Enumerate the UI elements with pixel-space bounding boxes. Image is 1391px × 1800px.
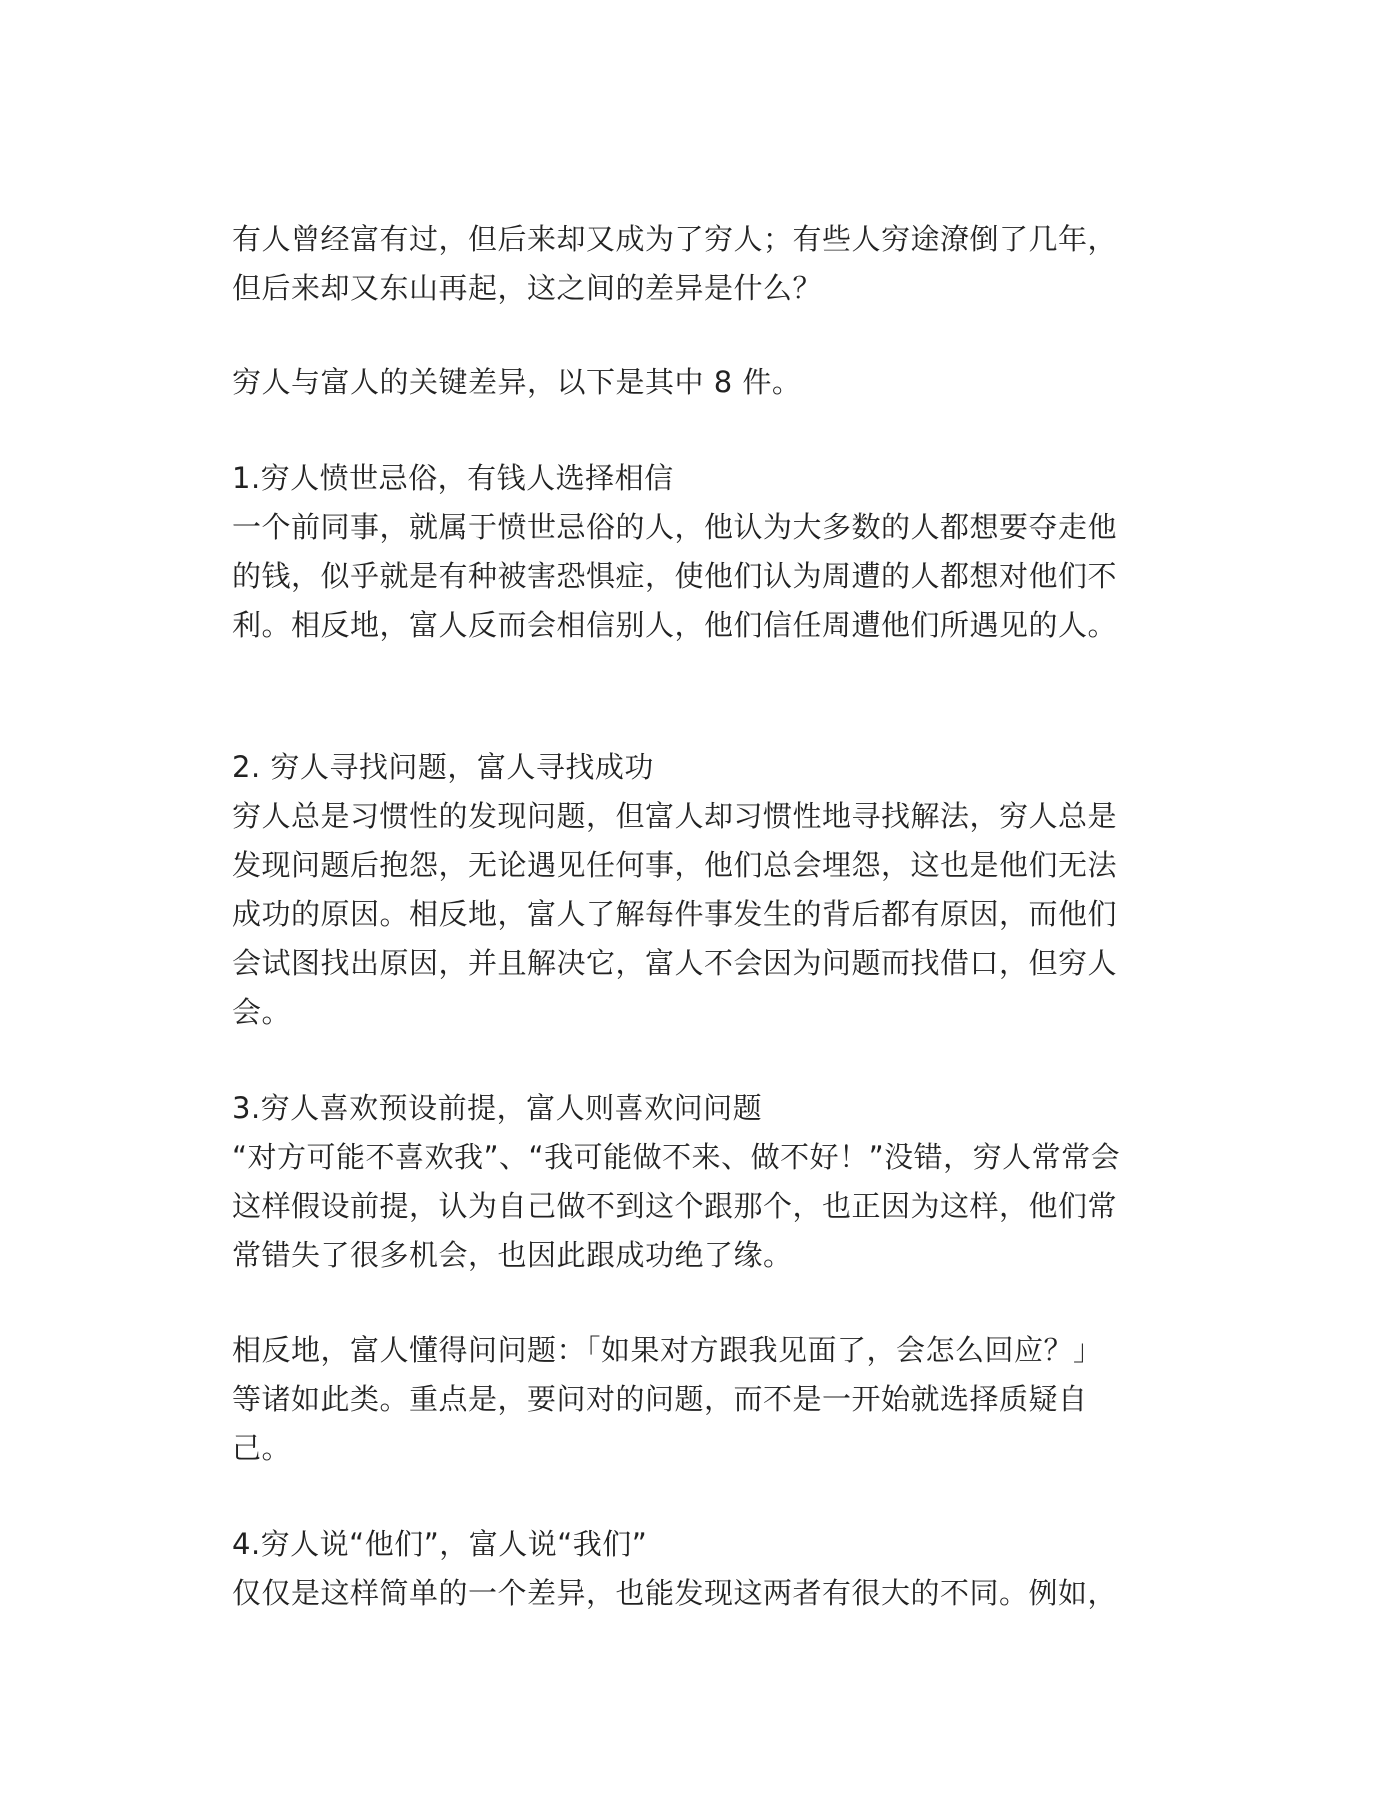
- intro-line-1: 有人曾经富有过，但后来却又成为了穷人；有些人穷途潦倒了几年，: [232, 222, 1118, 256]
- section-4-heading: 4.穷人说“他们”，富人说“我们”: [232, 1527, 648, 1561]
- section-3-line-3: 常错失了很多机会，也因此跟成功绝了缘。: [232, 1238, 793, 1272]
- section-2-line-3: 成功的原因。相反地，富人了解每件事发生的背后都有原因，而他们: [232, 897, 1118, 931]
- intro-line-2: 但后来却又东山再起，这之间的差异是什么？: [232, 271, 823, 305]
- section-3-para2-line-1: 相反地，富人懂得问问题：「如果对方跟我见面了，会怎么回应？」: [232, 1333, 1103, 1367]
- section-3-line-2: 这样假设前提，认为自己做不到这个跟那个，也正因为这样，他们常: [232, 1189, 1118, 1223]
- section-2-line-4: 会试图找出原因，并且解决它，富人不会因为问题而找借口，但穷人: [232, 946, 1118, 980]
- section-4-line-1: 仅仅是这样简单的一个差异，也能发现这两者有很大的不同。例如，: [232, 1576, 1118, 1610]
- section-2-line-5: 会。: [232, 995, 292, 1029]
- section-1-line-1: 一个前同事，就属于愤世忌俗的人，他认为大多数的人都想要夺走他: [232, 510, 1118, 544]
- section-1-heading: 1.穷人愤世忌俗，有钱人选择相信: [232, 461, 674, 495]
- section-2-heading: 2. 穷人寻找问题，富人寻找成功: [232, 750, 654, 784]
- section-2-line-1: 穷人总是习惯性的发现问题，但富人却习惯性地寻找解法，穷人总是: [232, 799, 1118, 833]
- section-3-para2-line-2: 等诸如此类。重点是，要问对的问题，而不是一开始就选择质疑自: [232, 1382, 1088, 1416]
- section-1-line-2: 的钱，似乎就是有种被害恐惧症，使他们认为周遭的人都想对他们不: [232, 559, 1118, 593]
- section-3-line-1: “对方可能不喜欢我”、“我可能做不来、做不好！”没错，穷人常常会: [232, 1140, 1121, 1174]
- section-1-line-3: 利。相反地，富人反而会相信别人，他们信任周遭他们所遇见的人。: [232, 608, 1118, 642]
- summary-line: 穷人与富人的关键差异，以下是其中 8 件。: [232, 365, 802, 399]
- section-3-para2-line-3: 己。: [232, 1431, 292, 1465]
- section-2-line-2: 发现问题后抱怨，无论遇见任何事，他们总会埋怨，这也是他们无法: [232, 848, 1118, 882]
- section-3-heading: 3.穷人喜欢预设前提，富人则喜欢问问题: [232, 1091, 763, 1125]
